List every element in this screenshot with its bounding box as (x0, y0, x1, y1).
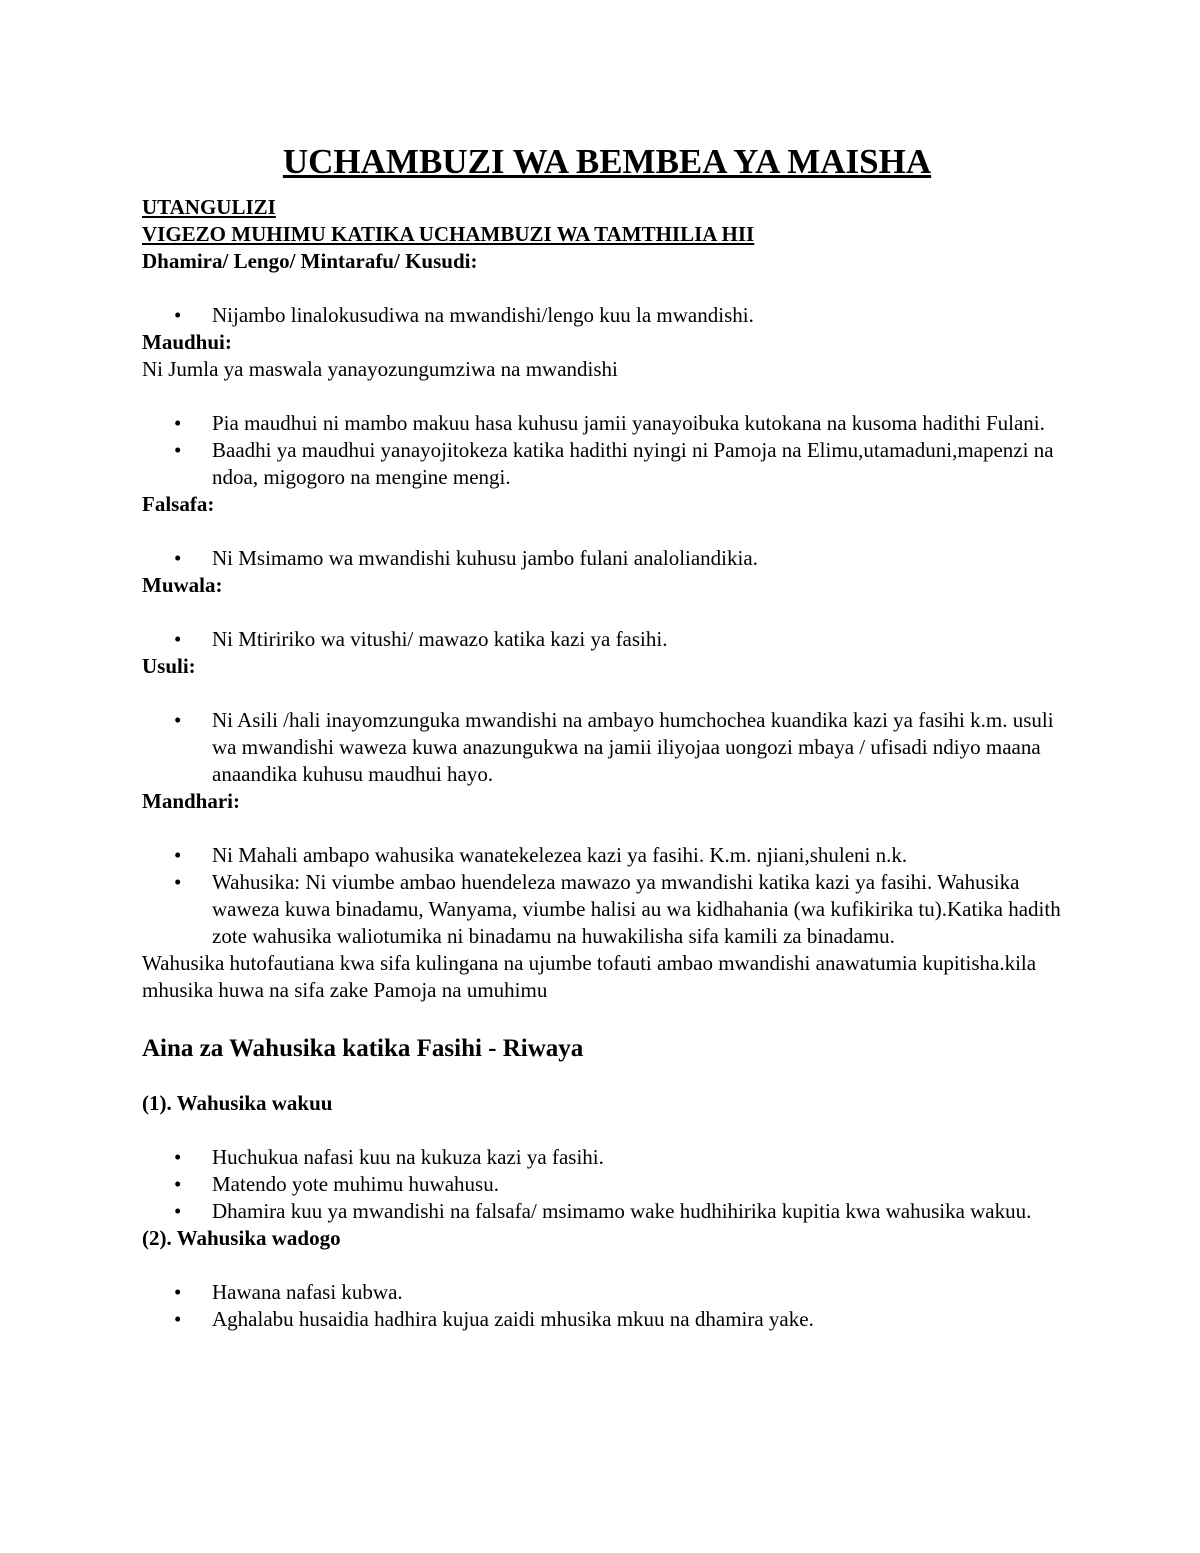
document-content (142, 140, 1072, 1333)
minor-characters-list (142, 1279, 1072, 1333)
maudhui-list (142, 410, 1072, 491)
main-characters-list (142, 1144, 1072, 1225)
criteria-heading: VIGEZO MUHIMU KATIKA UCHAMBUZI WA TAMTHILIA HII (142, 222, 755, 246)
characters-heading: Aina za Wahusika katika Fasihi - Riwaya (142, 1035, 584, 1062)
muwala-list (142, 626, 1072, 653)
main-characters-heading: (1). Wahusika wakuu (142, 1091, 333, 1115)
muwala-label: Muwala: (142, 573, 223, 597)
list-item: • Huchukua nafasi kuu na kukuza kazi ya fasihi. (142, 1144, 1072, 1171)
document-title: UCHAMBUZI WA BEMBEA YA MAISHA (282, 142, 932, 181)
list-item: • Matendo yote muhimu huwahusu. (142, 1171, 1072, 1198)
list-item: • Hawana nafasi kubwa. (142, 1279, 1072, 1306)
list-item: • Aghalabu husaidia hadhira kujua zaidi mhusika mkuu na dhamira yake. (142, 1306, 1072, 1333)
usuli-label: Usuli: (142, 654, 196, 678)
list-item: • Ni Msimamo wa mwandishi kuhusu jambo fulani analoliandikia. (142, 545, 1072, 572)
list-item: • Ni Asili /hali inayomzunguka mwandishi na ambayo humchochea kuandika kazi ya fasihi k.m. usuli wa mwandishi waweza kuwa anazungukwa na jamii iliyojaa uongozi mbaya / ufisadi ndiyo maana anaandika kuhusu maudhui hayo. (142, 707, 1072, 788)
list-item: • Ni Mtiririko wa vitushi/ mawazo katika kazi ya fasihi. (142, 626, 1072, 653)
list-item: • Baadhi ya maudhui yanayojitokeza katika hadithi nyingi ni Pamoja na Elimu,utamaduni,mapenzi na ndoa, migogoro na mengine mengi. (142, 437, 1072, 491)
intro-heading: UTANGULIZI (142, 195, 276, 219)
mandhari-label: Mandhari: (142, 789, 241, 813)
list-item: • Nijambo linalokusudiwa na mwandishi/lengo kuu la mwandishi. (142, 302, 1072, 329)
list-item: • Ni Mahali ambapo wahusika wanatekelezea kazi ya fasihi. K.m. njiani,shuleni n.k. (142, 842, 1072, 869)
maudhui-intro: Ni Jumla ya maswala yanayozungumziwa na mwandishi (142, 357, 618, 381)
list-item: • Wahusika: Ni viumbe ambao huendeleza mawazo ya mwandishi katika kazi ya fasihi. Wahusika waweza kuwa binadamu, Wanyama, viumbe halisi au wa kidhahania (wa kufikirika tu).Katika hadith zote wahusika waliotumika ni binadamu na huwakilisha sifa kamili za binadamu. (142, 869, 1072, 950)
list-item: • Pia maudhui ni mambo makuu hasa kuhusu jamii yanayoibuka kutokana na kusoma hadithi Fulani. (142, 410, 1072, 437)
dhamira-list (142, 302, 1072, 329)
maudhui-label: Maudhui: (142, 330, 232, 354)
mandhari-list (142, 842, 1072, 950)
minor-characters-heading: (2). Wahusika wadogo (142, 1226, 341, 1250)
list-item: • Dhamira kuu ya mwandishi na falsafa/ msimamo wake hudhihirika kupitia kwa wahusika wakuu. (142, 1198, 1072, 1225)
falsafa-label: Falsafa: (142, 492, 215, 516)
usuli-list (142, 707, 1072, 788)
dhamira-label: Dhamira/ Lengo/ Mintarafu/ Kusudi: (142, 249, 478, 273)
wahusika-paragraph: Wahusika hutofautiana kwa sifa kulingana na ujumbe tofauti ambao mwandishi anawatumia kupitisha.kila mhusika huwa na sifa zake Pamoja na umuhimu (142, 951, 1037, 1002)
falsafa-list (142, 545, 1072, 572)
